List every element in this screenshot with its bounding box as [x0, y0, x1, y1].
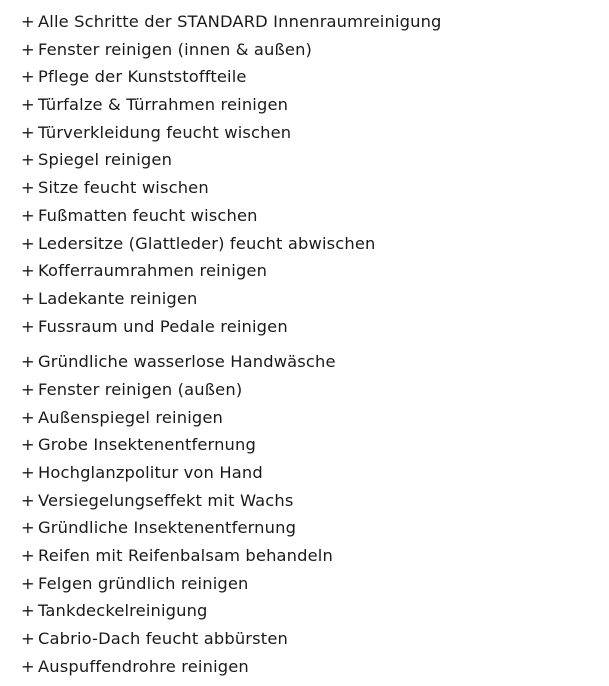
- plus-icon: +: [21, 178, 35, 198]
- exterior-cleaning-group: [21, 348, 601, 680]
- plus-icon: +: [21, 150, 35, 170]
- list-item-label: Cabrio-Dach feucht abbürsten: [38, 629, 288, 649]
- list-item: [21, 119, 601, 147]
- interior-cleaning-group: [21, 8, 601, 340]
- plus-icon: +: [21, 261, 35, 281]
- list-item-label: Kofferraumrahmen reinigen: [38, 261, 268, 281]
- list-item: [21, 625, 601, 653]
- plus-icon: +: [21, 122, 35, 142]
- list-item-label: Alle Schritte der STANDARD Innenraumreinigung: [38, 12, 442, 31]
- list-item-label: Fenster reinigen (innen & außen): [38, 39, 313, 59]
- list-item: [21, 487, 601, 515]
- list-item: [21, 348, 601, 376]
- list-item: [21, 36, 601, 64]
- list-item-label: Gründliche Insektenentfernung: [38, 518, 297, 538]
- plus-icon: +: [21, 288, 35, 308]
- service-feature-list: [21, 8, 601, 681]
- list-item: [21, 404, 601, 432]
- plus-icon: +: [21, 573, 35, 593]
- list-item-label: Gründliche wasserlose Handwäsche: [38, 352, 336, 372]
- list-item: [21, 257, 601, 285]
- list-item-label: Außenspiegel reinigen: [38, 407, 223, 427]
- list-item-label: Türverkleidung feucht wischen: [38, 122, 292, 142]
- list-item: [21, 376, 601, 404]
- list-item-label: Fußmatten feucht wischen: [38, 205, 258, 225]
- plus-icon: +: [21, 407, 35, 427]
- plus-icon: +: [21, 490, 35, 510]
- list-item-label: Türfalze & Türrahmen reinigen: [38, 95, 289, 115]
- list-item: [21, 431, 601, 459]
- plus-icon: +: [21, 95, 35, 115]
- list-item: [21, 91, 601, 119]
- plus-icon: +: [21, 518, 35, 538]
- plus-icon: +: [21, 352, 35, 372]
- list-item: [21, 313, 601, 341]
- list-item: [21, 514, 601, 542]
- list-item-label: Sitze feucht wischen: [38, 178, 209, 198]
- list-item: [21, 8, 601, 36]
- list-item-label: Hochglanzpolitur von Hand: [38, 463, 263, 482]
- list-item-label: Ladekante reinigen: [38, 288, 198, 308]
- plus-icon: +: [21, 435, 35, 455]
- list-item-label: Felgen gründlich reinigen: [38, 573, 249, 593]
- plus-icon: +: [21, 629, 35, 649]
- plus-icon: +: [21, 379, 35, 399]
- plus-icon: +: [21, 205, 35, 225]
- list-item-label: Spiegel reinigen: [38, 150, 173, 170]
- list-item-label: Versiegelungseffekt mit Wachs: [38, 490, 294, 510]
- plus-icon: +: [21, 12, 35, 31]
- list-item: [21, 459, 601, 487]
- plus-icon: +: [21, 463, 35, 482]
- list-item: [21, 597, 601, 625]
- plus-icon: +: [21, 546, 35, 566]
- list-item-label: Fenster reinigen (außen): [38, 379, 243, 399]
- list-item-label: Auspuffendrohre reinigen: [38, 656, 249, 676]
- list-item: [21, 285, 601, 313]
- plus-icon: +: [21, 39, 35, 59]
- list-item-label: Grobe Insektenentfernung: [38, 435, 256, 455]
- list-item: [21, 570, 601, 598]
- list-item: [21, 146, 601, 174]
- list-item: [21, 63, 601, 91]
- list-item-label: Pflege der Kunststoffteile: [38, 67, 247, 87]
- plus-icon: +: [21, 233, 35, 253]
- plus-icon: +: [21, 67, 35, 87]
- list-item: [21, 230, 601, 258]
- list-item: [21, 653, 601, 681]
- list-item-label: Ledersitze (Glattleder) feucht abwischen: [38, 233, 376, 253]
- list-item-label: Tankdeckelreinigung: [38, 601, 208, 621]
- plus-icon: +: [21, 316, 35, 336]
- list-item-label: Fussraum und Pedale reinigen: [38, 316, 288, 336]
- list-item: [21, 202, 601, 230]
- list-item: [21, 174, 601, 202]
- plus-icon: +: [21, 601, 35, 621]
- plus-icon: +: [21, 656, 35, 676]
- list-item-label: Reifen mit Reifenbalsam behandeln: [38, 546, 333, 566]
- list-item: [21, 542, 601, 570]
